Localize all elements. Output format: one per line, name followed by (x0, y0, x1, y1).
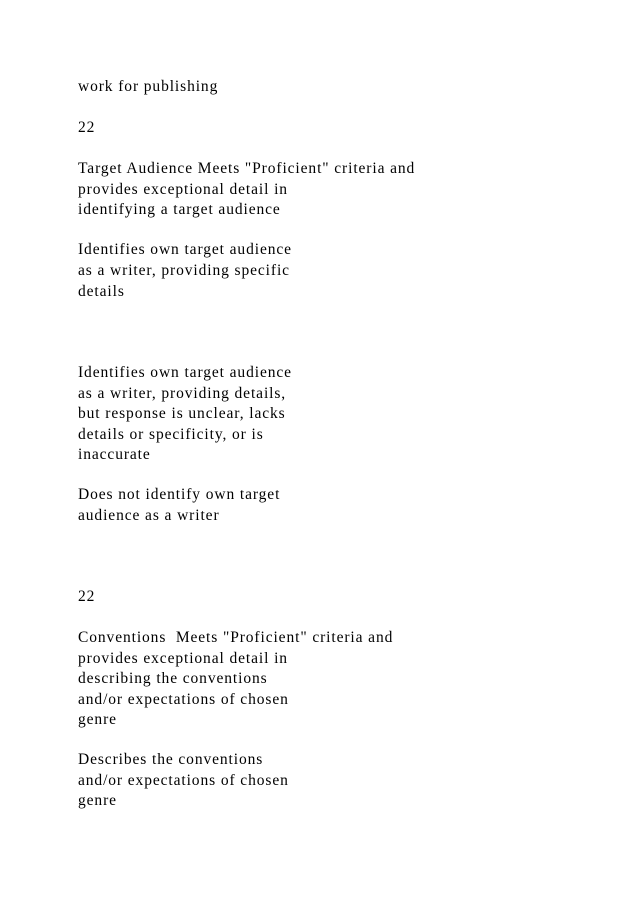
text-line: Describes the conventions (78, 751, 264, 768)
score-label: 22 (78, 119, 96, 136)
text-line: as a writer, providing specific (78, 262, 290, 279)
text-line: work for publishing (78, 78, 219, 95)
text-line: inaccurate (78, 446, 151, 463)
text-line: genre (78, 711, 117, 728)
text-line: describing the conventions (78, 670, 268, 687)
text-line: details (78, 283, 125, 300)
text-line: audience as a writer (78, 507, 220, 524)
text-line: Conventions Meets "Proficient" criteria and (78, 629, 394, 646)
score-label: 22 (78, 588, 96, 605)
text-line: Identifies own target audience (78, 241, 292, 258)
text-line: genre (78, 792, 117, 809)
text-line: Target Audience Meets "Proficient" criteria and (78, 160, 416, 177)
text-line: identifying a target audience (78, 201, 281, 218)
text-line: provides exceptional detail in (78, 650, 288, 667)
text-line: but response is unclear, lacks (78, 405, 286, 422)
text-line: and/or expectations of chosen (78, 772, 289, 789)
text-line: provides exceptional detail in (78, 181, 288, 198)
text-line: and/or expectations of chosen (78, 691, 289, 708)
text-line: details or specificity, or is (78, 426, 264, 443)
text-line: Does not identify own target (78, 486, 281, 503)
text-line: Identifies own target audience (78, 364, 292, 381)
text-line: as a writer, providing details, (78, 385, 287, 402)
